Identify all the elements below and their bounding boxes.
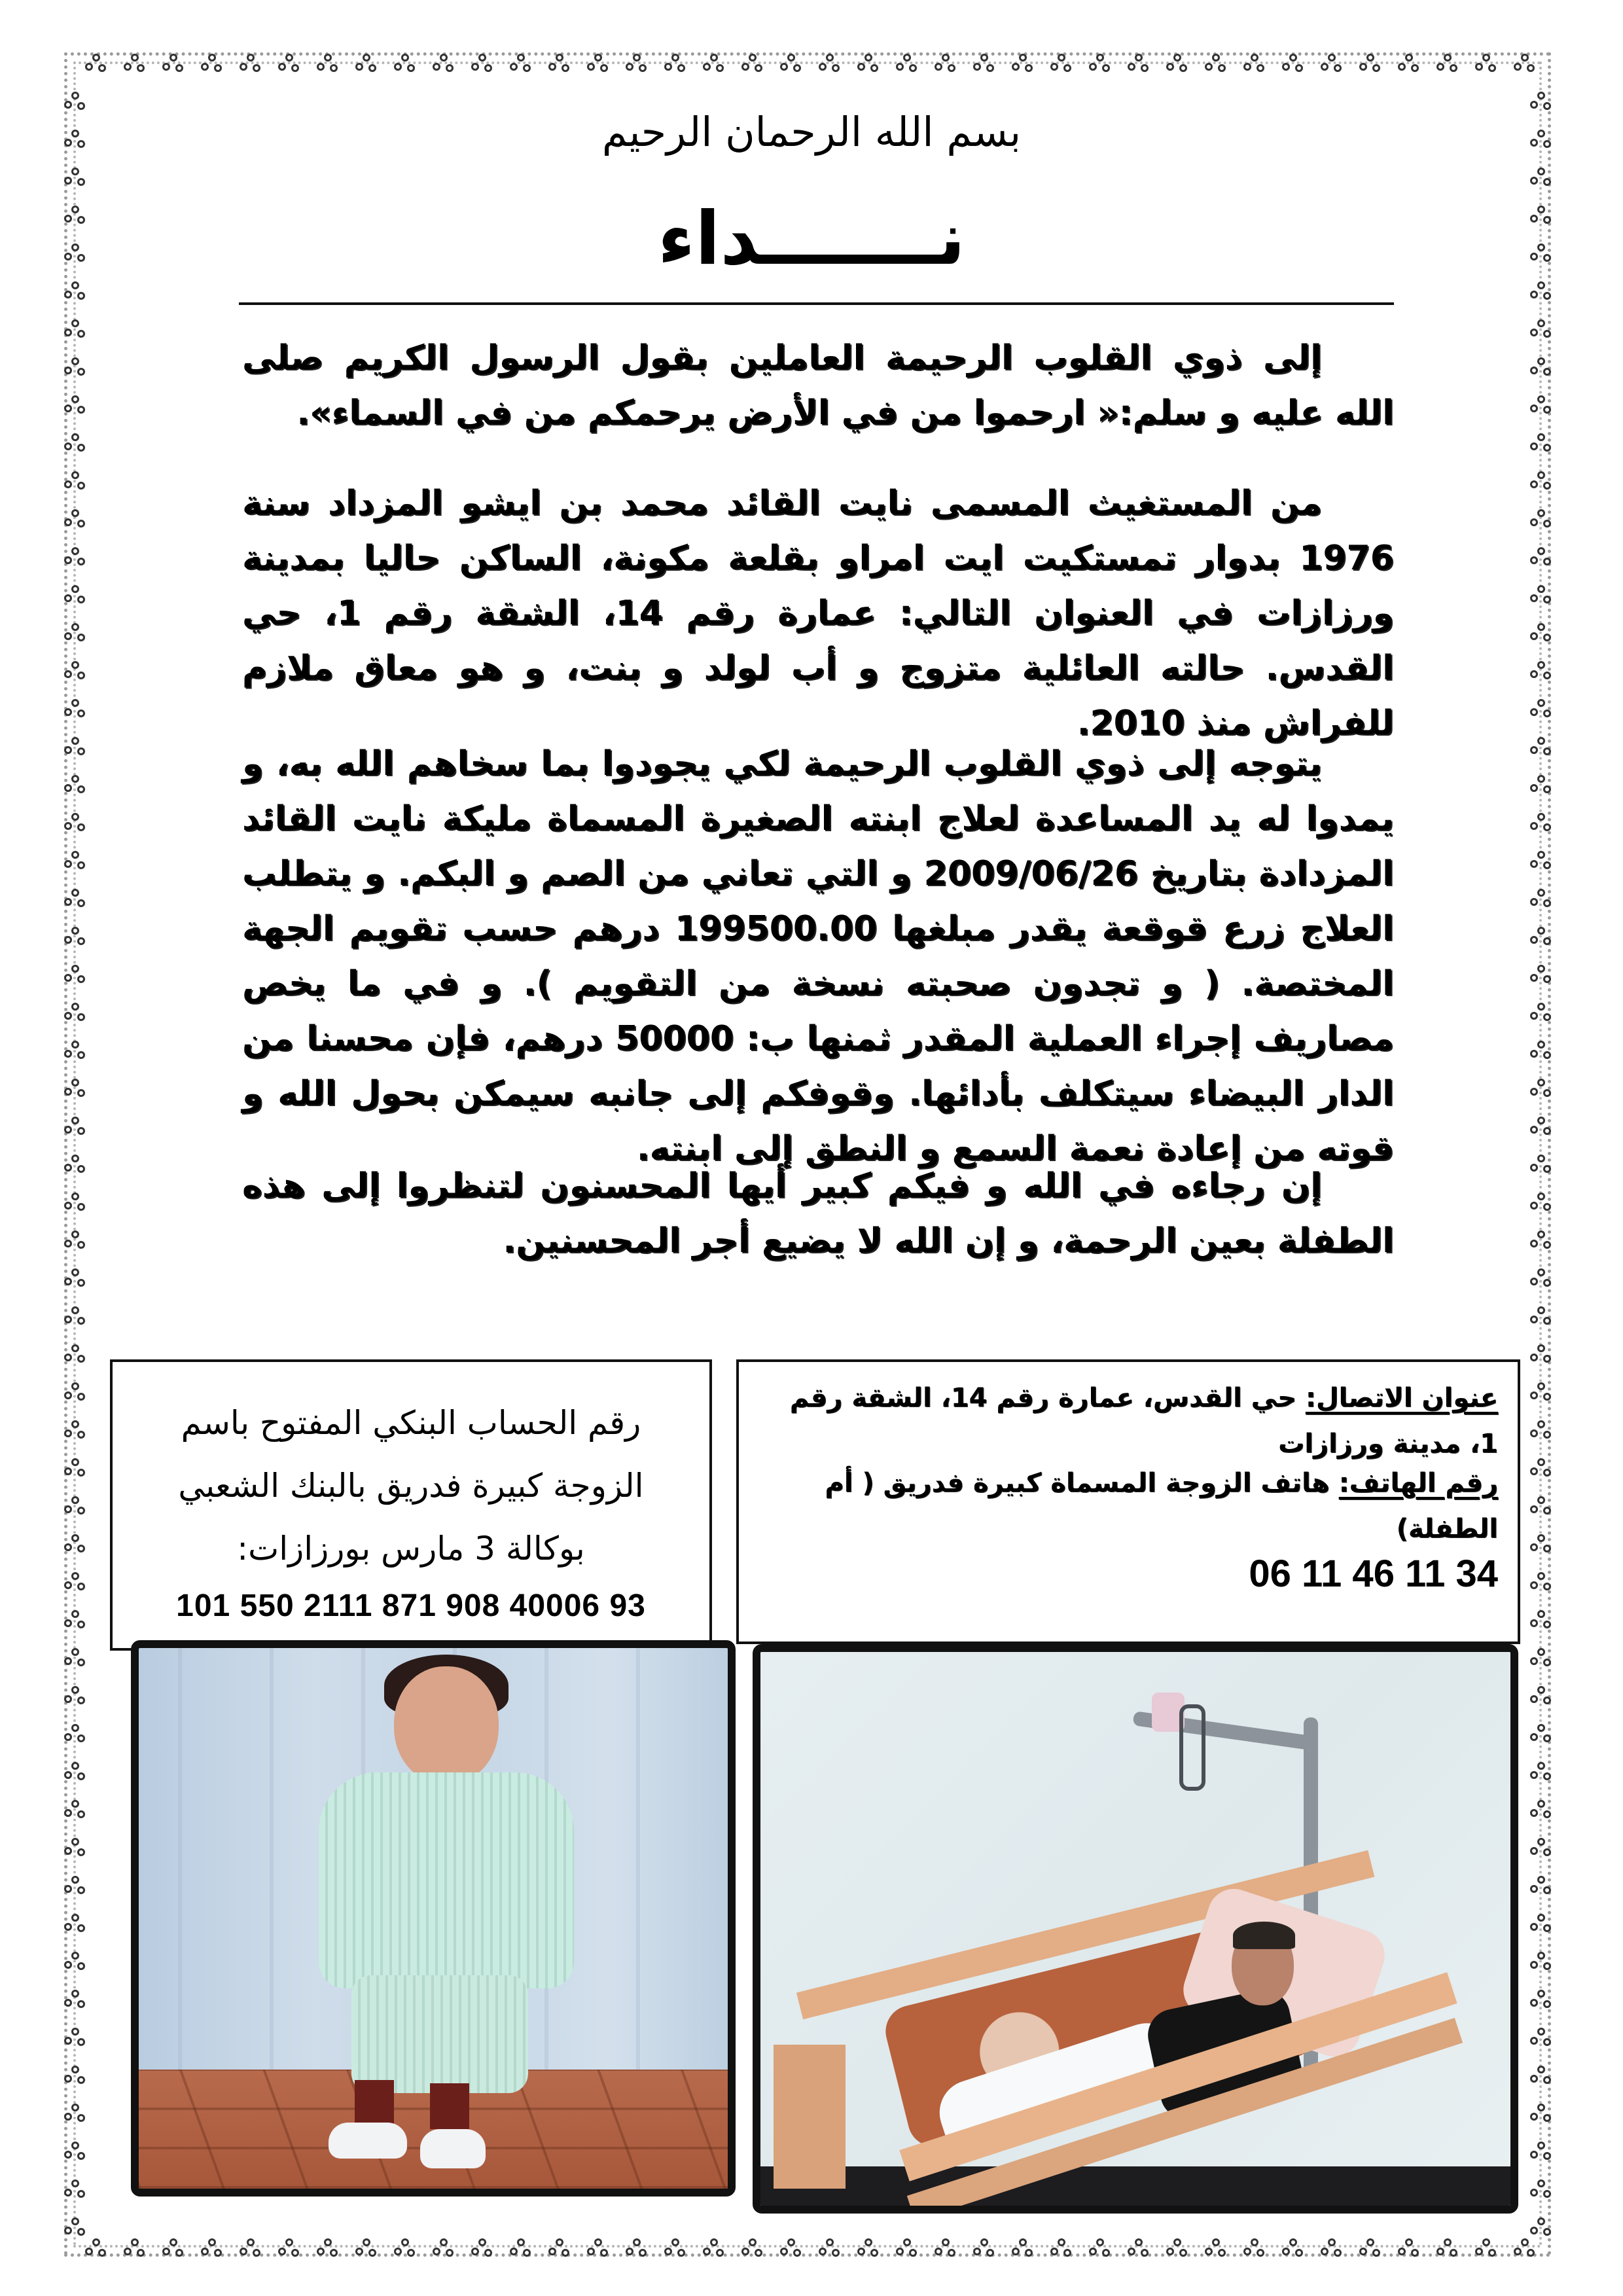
- flower-ornament-icon: [1530, 1572, 1552, 1592]
- flower-ornament-icon: [64, 965, 86, 984]
- flower-ornament-icon: [64, 1572, 86, 1592]
- flower-ornament-icon: [394, 2238, 416, 2258]
- flower-ornament-icon: [1530, 927, 1552, 946]
- flower-ornament-icon: [64, 2028, 86, 2047]
- flower-ornament-icon: [1530, 1724, 1552, 1744]
- flower-ornament-icon: [1530, 1496, 1552, 1516]
- bank-account-description: [113, 1391, 709, 1580]
- flower-ornament-icon: [1530, 1344, 1552, 1364]
- bank-account-box: [110, 1359, 712, 1651]
- flower-ornament-icon: [1530, 281, 1552, 301]
- flower-ornament-icon: [1530, 2028, 1552, 2047]
- flower-ornament-icon: [1050, 2238, 1073, 2258]
- flower-ornament-icon: [1530, 1306, 1552, 1326]
- flower-ornament-icon: [1282, 2238, 1304, 2258]
- photo-father-in-bed: [753, 1644, 1518, 2214]
- flower-ornament-icon: [64, 1306, 86, 1326]
- flower-ornament-icon: [64, 585, 86, 605]
- flower-ornament-icon: [64, 1420, 86, 1440]
- flower-ornament-icon: [1530, 357, 1552, 377]
- flower-ornament-icon: [1050, 54, 1073, 73]
- flower-ornament-icon: [896, 2238, 918, 2258]
- flower-ornament-icon: [1514, 2238, 1536, 2258]
- flower-ornament-icon: [64, 1914, 86, 1933]
- flower-ornament-icon: [64, 623, 86, 643]
- child-sock: [430, 2083, 469, 2129]
- flower-ornament-icon: [64, 813, 86, 833]
- flower-ornament-icon: [741, 54, 764, 73]
- flower-ornament-icon: [64, 1155, 86, 1174]
- flower-ornament-icon: [1530, 623, 1552, 643]
- flower-ornament-icon: [64, 1041, 86, 1060]
- flower-ornament-icon: [703, 54, 725, 73]
- bank-line: الزوجة كبيرة فدريق بالبنك الشعبي: [178, 1467, 644, 1505]
- flower-ornament-icon: [1530, 1876, 1552, 1895]
- flower-ornament-icon: [278, 2238, 300, 2258]
- flower-ornament-icon: [1530, 1534, 1552, 1554]
- flower-ornament-icon: [85, 54, 107, 73]
- flower-ornament-icon: [64, 2066, 86, 2085]
- bed-footboard: [774, 2045, 846, 2189]
- paragraph-intro-text: إلى ذوي القلوب الرحيمة العاملين بقول الرسول الكريم صلى الله عليه و سلم:« ارحموا من في الأرض يرحمكم من في السماء».: [242, 338, 1394, 433]
- flower-ornament-icon: [703, 2238, 725, 2258]
- flower-ornament-icon: [64, 547, 86, 567]
- flower-ornament-icon: [935, 2238, 957, 2258]
- flower-ornament-icon: [1128, 2238, 1150, 2258]
- flower-ornament-icon: [1166, 54, 1188, 73]
- flower-ornament-icon: [896, 54, 918, 73]
- flower-ornament-icon: [1530, 471, 1552, 491]
- flower-ornament-icon: [317, 2238, 339, 2258]
- flower-ornament-icon: [664, 2238, 687, 2258]
- flower-ornament-icon: [1530, 547, 1552, 567]
- flower-ornament-icon: [1166, 2238, 1188, 2258]
- flower-ornament-icon: [64, 775, 86, 795]
- photo-child: [131, 1640, 736, 2197]
- flower-ornament-icon: [1359, 2238, 1382, 2258]
- flower-ornament-icon: [1530, 1041, 1552, 1060]
- flower-ornament-icon: [64, 1268, 86, 1288]
- flower-ornament-icon: [1530, 1420, 1552, 1440]
- flower-ornament-icon: [64, 2179, 86, 2199]
- flower-ornament-icon: [1089, 54, 1111, 73]
- flower-ornament-icon: [64, 1952, 86, 1971]
- flower-ornament-icon: [1398, 2238, 1420, 2258]
- flower-ornament-icon: [1530, 1117, 1552, 1136]
- flower-ornament-icon: [1243, 54, 1266, 73]
- contact-phone: [755, 1460, 1498, 1552]
- flower-ornament-icon: [780, 54, 802, 73]
- flower-ornament-icon: [64, 1003, 86, 1022]
- flower-ornament-icon: [64, 661, 86, 681]
- flower-ornament-icon: [819, 54, 841, 73]
- flower-ornament-icon: [1530, 851, 1552, 870]
- flower-ornament-icon: [626, 54, 648, 73]
- flower-ornament-icon: [64, 281, 86, 301]
- flower-ornament-icon: [587, 54, 609, 73]
- flower-ornament-icon: [64, 395, 86, 415]
- flower-ornament-icon: [64, 1117, 86, 1136]
- phone-number: 06 11 46 11 34: [1249, 1552, 1498, 1595]
- flower-ornament-icon: [973, 2238, 995, 2258]
- flower-ornament-icon: [1530, 585, 1552, 605]
- flower-ornament-icon: [64, 471, 86, 491]
- paragraph-intro: [242, 331, 1394, 440]
- flower-ornament-icon: [1530, 395, 1552, 415]
- flower-ornament-icon: [64, 1193, 86, 1212]
- flower-ornament-icon: [1530, 1914, 1552, 1933]
- bank-account-number: 101 550 2111 871 908 40006 93: [176, 1588, 646, 1623]
- flower-ornament-icon: [1436, 2238, 1459, 2258]
- bank-line: بوكالة 3 مارس بورزازات:: [237, 1530, 585, 1568]
- flower-ornament-icon: [973, 54, 995, 73]
- flower-ornament-icon: [1530, 1952, 1552, 1971]
- flower-ornament-icon: [510, 54, 532, 73]
- flower-ornament-icon: [1530, 1268, 1552, 1288]
- flower-ornament-icon: [64, 1230, 86, 1250]
- flower-ornament-icon: [1530, 1382, 1552, 1402]
- child-face: [394, 1666, 499, 1784]
- flower-ornament-icon: [64, 1838, 86, 1857]
- child-shoe: [329, 2123, 407, 2159]
- page-title: نـــــــداء: [657, 196, 966, 281]
- flower-ornament-icon: [64, 1382, 86, 1402]
- flower-ornament-icon: [1530, 2066, 1552, 2085]
- flower-ornament-icon: [1128, 54, 1150, 73]
- flower-ornament-icon: [1530, 737, 1552, 757]
- contact-address: [755, 1375, 1498, 1467]
- flower-ornament-icon: [124, 54, 146, 73]
- flower-ornament-icon: [1530, 1610, 1552, 1630]
- flower-ornament-icon: [64, 1496, 86, 1516]
- paragraph-request-text: يتوجه إلى ذوي القلوب الرحيمة لكي يجودوا بما سخاهم الله به، و يمدوا له يد المساعدة لعلاج ابنته الصغيرة المسماة مليكة نايت القائد المزدادة بتاريخ 2009/06/26 و التي تعاني من الصم و البكم. و يتطلب العلاج زرع قوقعة يقدر مبلغها 199500.00 درهم حسب تقويم الجهة المختصة. ( و تجدون صحبته نسخة من التقويم ). و في ما يخص مصاريف إجراء العملية المقدر ثمنها ب: 50000 درهم، فإن محسنا من الدار البيضاء سيتكلف بأدائها. وقوفكم إلى جانبه سيمكن بحول الله و قوته من إعادة نعمة السمع و النطق إلى ابنته.: [242, 744, 1395, 1168]
- flower-ornament-icon: [1530, 433, 1552, 453]
- flower-ornament-icon: [64, 433, 86, 453]
- child-pants: [351, 1975, 528, 2093]
- flower-ornament-icon: [355, 2238, 378, 2258]
- flower-ornament-icon: [510, 2238, 532, 2258]
- title-divider: [239, 302, 1394, 305]
- flower-ornament-icon: [64, 1800, 86, 1820]
- flower-ornament-icon: [433, 2238, 455, 2258]
- flower-ornament-icon: [1205, 54, 1227, 73]
- flower-ornament-icon: [1530, 2142, 1552, 2161]
- flower-ornament-icon: [1530, 1990, 1552, 2009]
- flower-ornament-icon: [1530, 1686, 1552, 1706]
- address-value: حي القدس، عمارة رقم 14، الشقة رقم 1، مدينة ورزازات: [789, 1383, 1498, 1459]
- flower-ornament-icon: [64, 1648, 86, 1668]
- flower-ornament-icon: [857, 2238, 880, 2258]
- flower-ornament-icon: [1012, 54, 1034, 73]
- flower-ornament-icon: [471, 2238, 493, 2258]
- flower-ornament-icon: [1530, 699, 1552, 719]
- flower-ornament-icon: [1321, 54, 1343, 73]
- flower-ornament-icon: [1514, 54, 1536, 73]
- paragraph-closing-text: إن رجاءه في الله و فيكم كبير أيها المحسنون لتنظروا إلى هذه الطفلة بعين الرحمة، و إن الله لا يضيع أجر المحسنين.: [242, 1166, 1394, 1261]
- flower-ornament-icon: [1475, 54, 1497, 73]
- flower-ornament-icon: [741, 2238, 764, 2258]
- phone-label: رقم الهاتف:: [1338, 1468, 1498, 1498]
- flower-ornament-icon: [1530, 1458, 1552, 1478]
- flower-ornament-icon: [1012, 2238, 1034, 2258]
- flower-ornament-icon: [1475, 2238, 1497, 2258]
- paragraph-request: [242, 736, 1394, 1176]
- flower-ornament-icon: [64, 1876, 86, 1895]
- flower-ornament-icon: [64, 699, 86, 719]
- flower-ornament-icon: [1530, 509, 1552, 529]
- flower-ornament-icon: [626, 2238, 648, 2258]
- flower-ornament-icon: [1530, 1079, 1552, 1098]
- flower-ornament-icon: [1530, 1762, 1552, 1782]
- paragraph-applicant: [242, 476, 1394, 751]
- flower-ornament-icon: [1530, 661, 1552, 681]
- phone-description: هاتف الزوجة المسماة كبيرة فدريق ( أم الطفلة): [825, 1468, 1498, 1544]
- flower-ornament-icon: [1530, 2179, 1552, 2199]
- flower-ornament-icon: [64, 2217, 86, 2237]
- child-sweater: [319, 1772, 574, 1988]
- flower-ornament-icon: [1530, 1648, 1552, 1668]
- basmala-heading: بسم الله الرحمان الرحيم: [601, 108, 1022, 156]
- flower-ornament-icon: [64, 357, 86, 377]
- flower-ornament-icon: [64, 927, 86, 946]
- flower-ornament-icon: [548, 2238, 571, 2258]
- flower-ornament-icon: [394, 54, 416, 73]
- flower-ornament-icon: [1530, 2104, 1552, 2123]
- flower-ornament-icon: [201, 2238, 223, 2258]
- flower-ornament-icon: [240, 2238, 262, 2258]
- flower-ornament-icon: [1243, 2238, 1266, 2258]
- flower-ornament-icon: [124, 2238, 146, 2258]
- flower-ornament-icon: [64, 1458, 86, 1478]
- flower-ornament-icon: [1530, 889, 1552, 908]
- flower-ornament-icon: [857, 54, 880, 73]
- flower-ornament-icon: [64, 851, 86, 870]
- flower-ornament-icon: [64, 737, 86, 757]
- contact-box: [736, 1359, 1520, 1644]
- flower-ornament-icon: [64, 319, 86, 339]
- flower-ornament-icon: [1530, 813, 1552, 833]
- flower-ornament-icon: [64, 2142, 86, 2161]
- man-hair: [1233, 1922, 1295, 1949]
- flower-ornament-icon: [64, 1610, 86, 1630]
- flower-ornament-icon: [780, 2238, 802, 2258]
- flower-ornament-icon: [162, 2238, 185, 2258]
- flower-ornament-icon: [1530, 1155, 1552, 1174]
- flower-ornament-icon: [240, 54, 262, 73]
- flower-ornament-icon: [548, 54, 571, 73]
- flower-ornament-icon: [664, 54, 687, 73]
- flower-ornament-icon: [64, 1079, 86, 1098]
- flower-ornament-icon: [162, 54, 185, 73]
- child-shoe: [420, 2129, 486, 2168]
- flower-ornament-icon: [1530, 965, 1552, 984]
- flower-ornament-icon: [64, 1534, 86, 1554]
- bank-line: رقم الحساب البنكي المفتوح باسم: [181, 1404, 641, 1442]
- flower-ornament-icon: [201, 54, 223, 73]
- flower-ornament-icon: [1530, 1838, 1552, 1857]
- flower-ornament-icon: [819, 2238, 841, 2258]
- flower-ornament-icon: [1530, 1003, 1552, 1022]
- flower-ornament-icon: [1530, 1193, 1552, 1212]
- flower-ornament-icon: [1530, 775, 1552, 795]
- flower-ornament-icon: [1205, 2238, 1227, 2258]
- flower-ornament-icon: [1530, 1800, 1552, 1820]
- flower-ornament-icon: [1321, 2238, 1343, 2258]
- paragraph-closing: [242, 1158, 1394, 1268]
- flower-ornament-icon: [1530, 1230, 1552, 1250]
- flower-ornament-icon: [1530, 2217, 1552, 2237]
- address-label: عنوان الاتصال:: [1305, 1383, 1498, 1413]
- trapeze-handle: [1179, 1704, 1205, 1791]
- flower-ornament-icon: [587, 2238, 609, 2258]
- flower-ornament-icon: [64, 1686, 86, 1706]
- flower-ornament-icon: [64, 1724, 86, 1744]
- child-sock: [355, 2080, 394, 2126]
- flower-ornament-icon: [317, 54, 339, 73]
- flower-ornament-icon: [64, 2104, 86, 2123]
- flower-ornament-icon: [278, 54, 300, 73]
- photo-floor: [760, 2166, 1510, 2206]
- flower-ornament-icon: [1436, 54, 1459, 73]
- flower-ornament-icon: [1398, 54, 1420, 73]
- flower-ornament-icon: [85, 2238, 107, 2258]
- flower-ornament-icon: [355, 54, 378, 73]
- flower-ornament-icon: [433, 54, 455, 73]
- flower-ornament-icon: [471, 54, 493, 73]
- flower-ornament-icon: [64, 168, 86, 187]
- flower-ornament-icon: [1530, 319, 1552, 339]
- flower-ornament-icon: [1530, 168, 1552, 187]
- flower-ornament-icon: [1359, 54, 1382, 73]
- flower-ornament-icon: [935, 54, 957, 73]
- flower-ornament-icon: [64, 509, 86, 529]
- paragraph-applicant-text: من المستغيث المسمى نايت القائد محمد بن ايشو المزداد سنة 1976 بدوار تمستكيت ايت امراو بقلعة مكونة، الساكن حاليا بمدينة ورزازات في العنوان التالي: عمارة رقم 14، الشقة رقم 1، حي القدس. حالته العائلية متزوج و أب لولد و بنت، و هو معاق ملازم للفراش منذ 2010.: [242, 484, 1394, 743]
- flower-ornament-icon: [64, 1990, 86, 2009]
- flower-ornament-icon: [64, 1344, 86, 1364]
- flower-ornament-icon: [1282, 54, 1304, 73]
- flower-ornament-icon: [1089, 2238, 1111, 2258]
- flower-ornament-icon: [64, 889, 86, 908]
- flower-ornament-icon: [64, 1762, 86, 1782]
